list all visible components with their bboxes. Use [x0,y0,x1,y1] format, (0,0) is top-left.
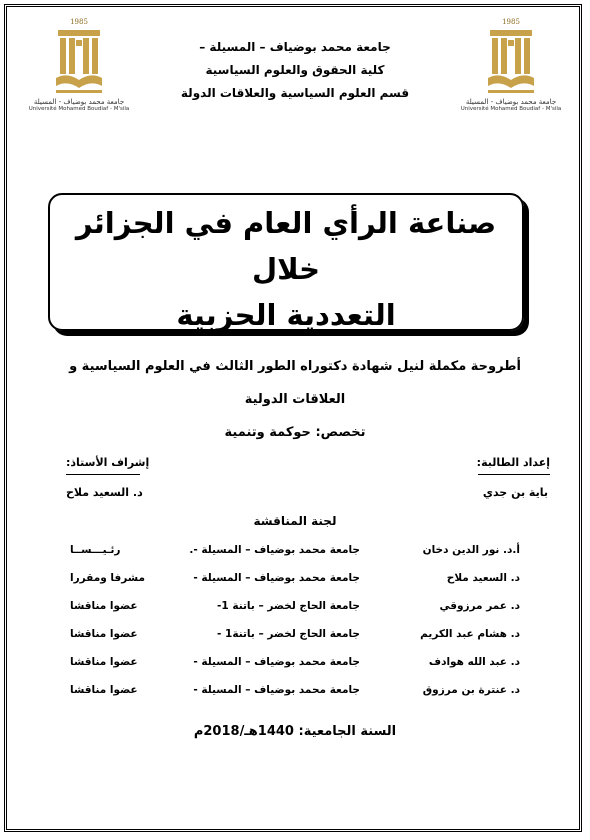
logo-year: 1985 [70,18,88,26]
student-name: باية بن جدي [482,486,548,499]
prepared-by-label: إعداد الطالبة: [476,456,550,469]
member-role: عضوا مناقشا [70,656,138,668]
logo-year: 1985 [502,18,520,26]
department-name: قسم العلوم السياسية والعلاقات الدولة [180,86,410,100]
member-university: جامعة محمد بوضياف – المسيلة - [193,684,360,696]
logo-name-fr: Université Mohamed Boudiaf - M'sila [460,106,562,112]
logo-name-ar: جامعة محمد بوضياف - المسيلة [465,98,557,106]
supervised-by-underline [66,474,140,475]
logo-name-fr: Université Mohamed Boudiaf - M'sila [28,106,130,112]
page-frame [4,4,582,832]
member-name: د. عنترة بن مرزوق [422,684,520,696]
member-name: د. عبد الله هوادف [428,656,520,668]
member-role: عضوا مناقشا [70,600,138,612]
prepared-by-underline [478,474,550,475]
member-university: جامعة محمد بوضياف – المسيلة - [193,656,360,668]
member-university: جامعة الحاج لخضر – باتنة1 - [217,628,360,640]
member-role: عضوا مناقشا [70,684,138,696]
committee-title: لجنة المناقشة [253,514,337,528]
thesis-title-line1: صناعة الرأي العام في الجزائر خلال [75,206,497,286]
thesis-title [50,200,522,338]
committee-member [60,544,520,564]
committee-member [60,684,520,704]
university-logo-icon [54,26,104,98]
supervisor-name: د. السعيد ملاح [66,486,143,499]
member-name: أ.د. نور الدين دخان [422,544,520,556]
member-university: جامعة الحاج لخضر – باتنة 1- [217,600,360,612]
member-name: د. عمر مرزوقي [439,600,520,612]
thesis-title-line2: التعددية الحزبية [176,298,396,332]
supervised-by-label: إشراف الأستاذ: [66,456,150,469]
university-logo-icon [486,26,536,98]
member-role: عضوا مناقشا [70,628,138,640]
thesis-description [40,350,550,416]
member-role: مشرفا ومقررا [70,572,145,584]
member-role: رئـيـــســا [70,544,121,556]
member-university: جامعة محمد بوضياف – المسيلة - [193,572,360,584]
committee-member [60,572,520,592]
member-university: جامعة محمد بوضياف – المسيلة -. [189,544,360,556]
university-logo-right [452,18,570,128]
faculty-name: كلية الحقوق والعلوم السياسية [205,63,385,77]
logo-name-ar: جامعة محمد بوضياف - المسيلة [33,98,125,106]
committee-member [60,600,520,620]
thesis-description-line2: العلاقات الدولية [244,392,346,407]
academic-year: السنة الجامعية: 1440هـ/2018م [193,724,397,739]
member-name: د. السعيد ملاح [446,572,520,584]
specialty: تخصص: حوكمة وتنمية [224,425,366,440]
university-logo-left [20,18,138,128]
institution-header [160,40,430,109]
committee-member [60,628,520,648]
member-name: د. هشام عبد الكريم [420,628,520,640]
committee-member [60,656,520,676]
university-name: جامعة محمد بوضياف – المسيلة – [199,40,391,54]
thesis-description-line1: أطروحة مكملة لنيل شهادة دكتوراه الطور الثالث في العلوم السياسية و [69,359,521,374]
